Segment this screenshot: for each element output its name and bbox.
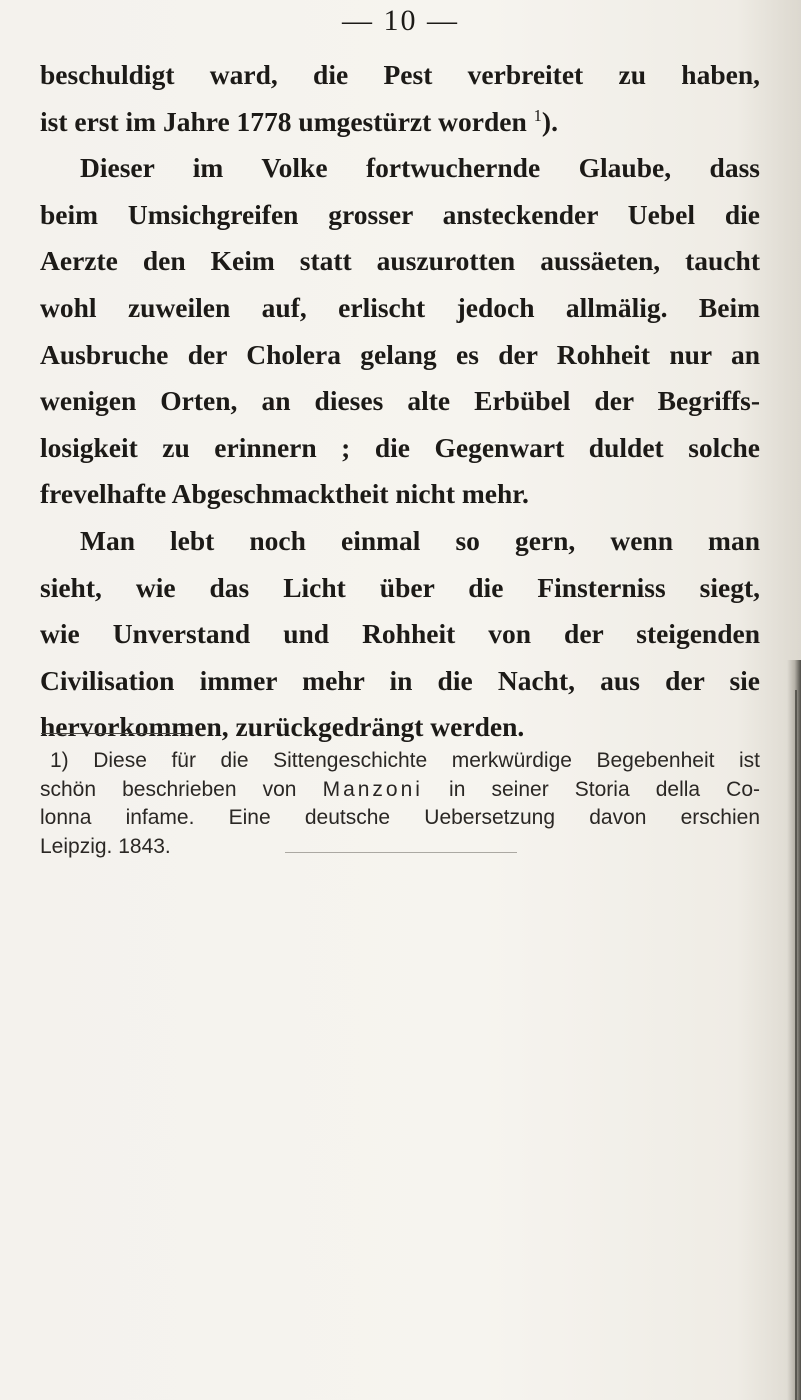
text-line	[40, 99, 760, 146]
text-line-content: ist erst im Jahre 1778 umgestürzt worden	[40, 105, 534, 137]
footnote-line	[40, 776, 760, 805]
text-line: beim Umsichgreifen grosser ansteckender Uebel die	[40, 198, 760, 230]
text-line: losigkeit zu erinnern ; die Gegenwart duldet solche	[40, 431, 760, 463]
footnote	[40, 747, 760, 861]
footnote-reference: 1	[533, 105, 542, 125]
text-line: sieht, wie das Licht über die Finsterniss siegt,	[40, 571, 760, 603]
footnote-line: Leipzig. 1843.	[40, 834, 171, 858]
end-rule	[285, 852, 517, 853]
text-line: frevelhafte Abgeschmacktheit nicht mehr.	[40, 478, 529, 510]
text-line-end: ).	[541, 105, 558, 137]
text-line: Aerzte den Keim statt auszurotten aussäeten, taucht	[40, 245, 760, 277]
page-edge-line	[795, 690, 797, 1400]
text-line: Ausbruche der Cholera gelang es der Rohheit nur an	[40, 338, 760, 370]
text-line: wie Unverstand und Rohheit von der steigenden	[40, 618, 760, 650]
text-line: beschuldigt ward, die Pest verbreitet zu haben,	[40, 59, 760, 90]
footnote-text: in seiner Storia della Co-	[422, 777, 761, 801]
main-text	[40, 52, 760, 751]
footnote-divider	[41, 733, 189, 734]
page-edge-shadow	[787, 660, 801, 1400]
author-name: Manzoni	[322, 777, 423, 801]
footnote-text: schön beschrieben von	[40, 777, 323, 801]
text-line: Dieser im Volke fortwuchernde Glaube, dass	[80, 152, 760, 184]
text-line: hervorkommen, zurückgedrängt werden.	[40, 711, 525, 743]
text-line: Man lebt noch einmal so gern, wenn man	[80, 524, 760, 556]
text-line: wohl zuweilen auf, erlischt jedoch allmälig. Beim	[40, 291, 760, 323]
footnote-line: 1) Diese für die Sittengeschichte merkwürdige Begebenheit ist	[50, 749, 760, 772]
text-line: Civilisation immer mehr in die Nacht, aus der sie	[40, 664, 760, 696]
footnote-line: lonna infame. Eine deutsche Uebersetzung davon erschien	[40, 806, 760, 829]
page-number: — 10 —	[342, 4, 459, 37]
text-line: wenigen Orten, an dieses alte Erbübel der Begriffs-	[40, 385, 760, 417]
